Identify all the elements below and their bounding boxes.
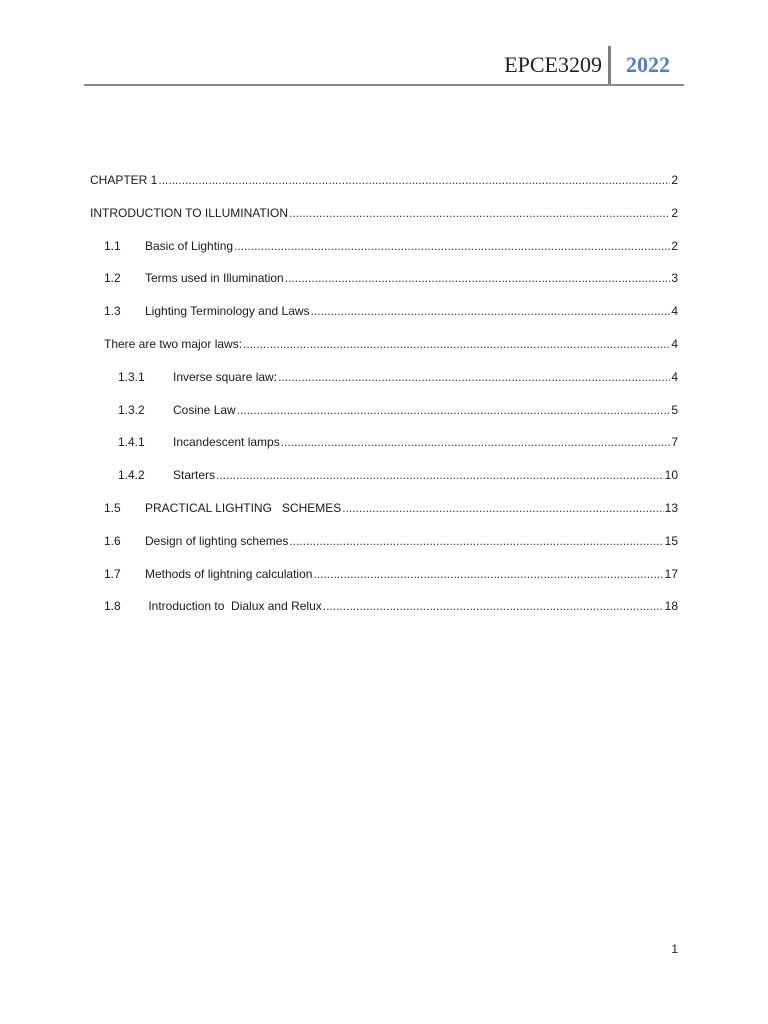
toc-leader-dots — [243, 332, 670, 356]
toc-entry-title: Terms used in Illumination — [145, 271, 284, 286]
toc-entry-title: INTRODUCTION TO ILLUMINATION — [90, 205, 289, 220]
toc-leader-dots — [285, 266, 671, 290]
toc-entry-title: Incandescent lamps — [173, 435, 280, 450]
toc-entry-title: Introduction to Dialux and Relux — [145, 599, 322, 614]
toc-entry-1-3-1[interactable] — [90, 365, 678, 398]
toc-entry-page: 2 — [671, 205, 678, 220]
toc-leader-dots — [313, 562, 663, 586]
toc-entry-title: Lighting Terminology and Laws — [145, 304, 310, 319]
page-header — [84, 46, 684, 86]
toc-entry-page: 18 — [664, 599, 678, 614]
toc-leader-dots — [234, 234, 670, 258]
toc-entry-number: 1.3 — [104, 304, 121, 319]
header-year: 2022 — [626, 52, 670, 77]
toc-entry-page: 4 — [671, 336, 678, 351]
toc-leader-dots — [311, 299, 671, 323]
toc-entry-page: 7 — [671, 435, 678, 450]
toc-entry-title: Cosine Law — [173, 402, 236, 417]
toc-entry-number: 1.5 — [104, 500, 121, 515]
toc-entry-page: 13 — [664, 500, 678, 515]
table-of-contents — [90, 168, 678, 627]
toc-entry-title: Basic of Lighting — [145, 238, 234, 253]
header-rule — [84, 84, 684, 86]
toc-leader-dots — [323, 594, 664, 618]
toc-leader-dots — [289, 529, 663, 553]
toc-entry-two-major-laws[interactable] — [90, 332, 678, 365]
toc-leader-dots — [158, 168, 670, 192]
toc-entry-1-2[interactable] — [90, 266, 678, 299]
toc-leader-dots — [289, 201, 670, 225]
toc-entry-1-6[interactable] — [90, 529, 678, 562]
toc-entry-number: 1.3.1 — [118, 369, 145, 384]
toc-entry-title: Methods of lightning calculation — [145, 566, 313, 581]
toc-leader-dots — [278, 365, 670, 389]
toc-leader-dots — [342, 496, 663, 520]
toc-entry-number: 1.3.2 — [118, 402, 145, 417]
toc-entry-number: 1.2 — [104, 271, 121, 286]
toc-entry-page: 4 — [671, 304, 678, 319]
toc-entry-number: 1.1 — [104, 238, 121, 253]
toc-entry-page: 5 — [671, 402, 678, 417]
toc-entry-page: 10 — [664, 468, 678, 483]
toc-entry-page: 3 — [671, 271, 678, 286]
toc-entry-number: 1.7 — [104, 566, 121, 581]
toc-entry-number: 1.4.2 — [118, 468, 145, 483]
toc-entry-chapter-1[interactable] — [90, 168, 678, 201]
toc-entry-page: 2 — [671, 238, 678, 253]
toc-entry-1-3-2[interactable] — [90, 398, 678, 431]
toc-leader-dots — [216, 463, 664, 487]
toc-entry-title: Starters — [173, 468, 216, 483]
toc-entry-1-1[interactable] — [90, 234, 678, 267]
toc-entry-number: 1.4.1 — [118, 435, 145, 450]
toc-leader-dots — [281, 430, 671, 454]
toc-entry-number: 1.8 — [104, 599, 121, 614]
toc-entry-introduction[interactable] — [90, 201, 678, 234]
toc-entry-page: 15 — [664, 533, 678, 548]
toc-entry-1-3[interactable] — [90, 299, 678, 332]
toc-entry-1-7[interactable] — [90, 562, 678, 595]
toc-entry-1-5[interactable] — [90, 496, 678, 529]
toc-entry-title: Design of lighting schemes — [145, 533, 289, 548]
page-number: 1 — [671, 942, 678, 956]
toc-entry-title: Inverse square law: — [173, 369, 278, 384]
header-separator — [608, 46, 611, 84]
toc-entry-title: CHAPTER 1 — [90, 173, 158, 187]
toc-leader-dots — [237, 398, 671, 422]
toc-entry-title: There are two major laws: — [104, 336, 243, 351]
toc-entry-1-4-2[interactable] — [90, 463, 678, 496]
toc-entry-page: 4 — [671, 369, 678, 384]
toc-entry-page: 17 — [664, 566, 678, 581]
toc-entry-title: PRACTICAL LIGHTING SCHEMES — [145, 500, 342, 515]
toc-entry-1-4-1[interactable] — [90, 430, 678, 463]
toc-entry-1-8[interactable] — [90, 594, 678, 627]
toc-entry-number: 1.6 — [104, 533, 121, 548]
course-code: EPCE3209 — [504, 52, 602, 77]
toc-entry-page: 2 — [671, 173, 678, 187]
